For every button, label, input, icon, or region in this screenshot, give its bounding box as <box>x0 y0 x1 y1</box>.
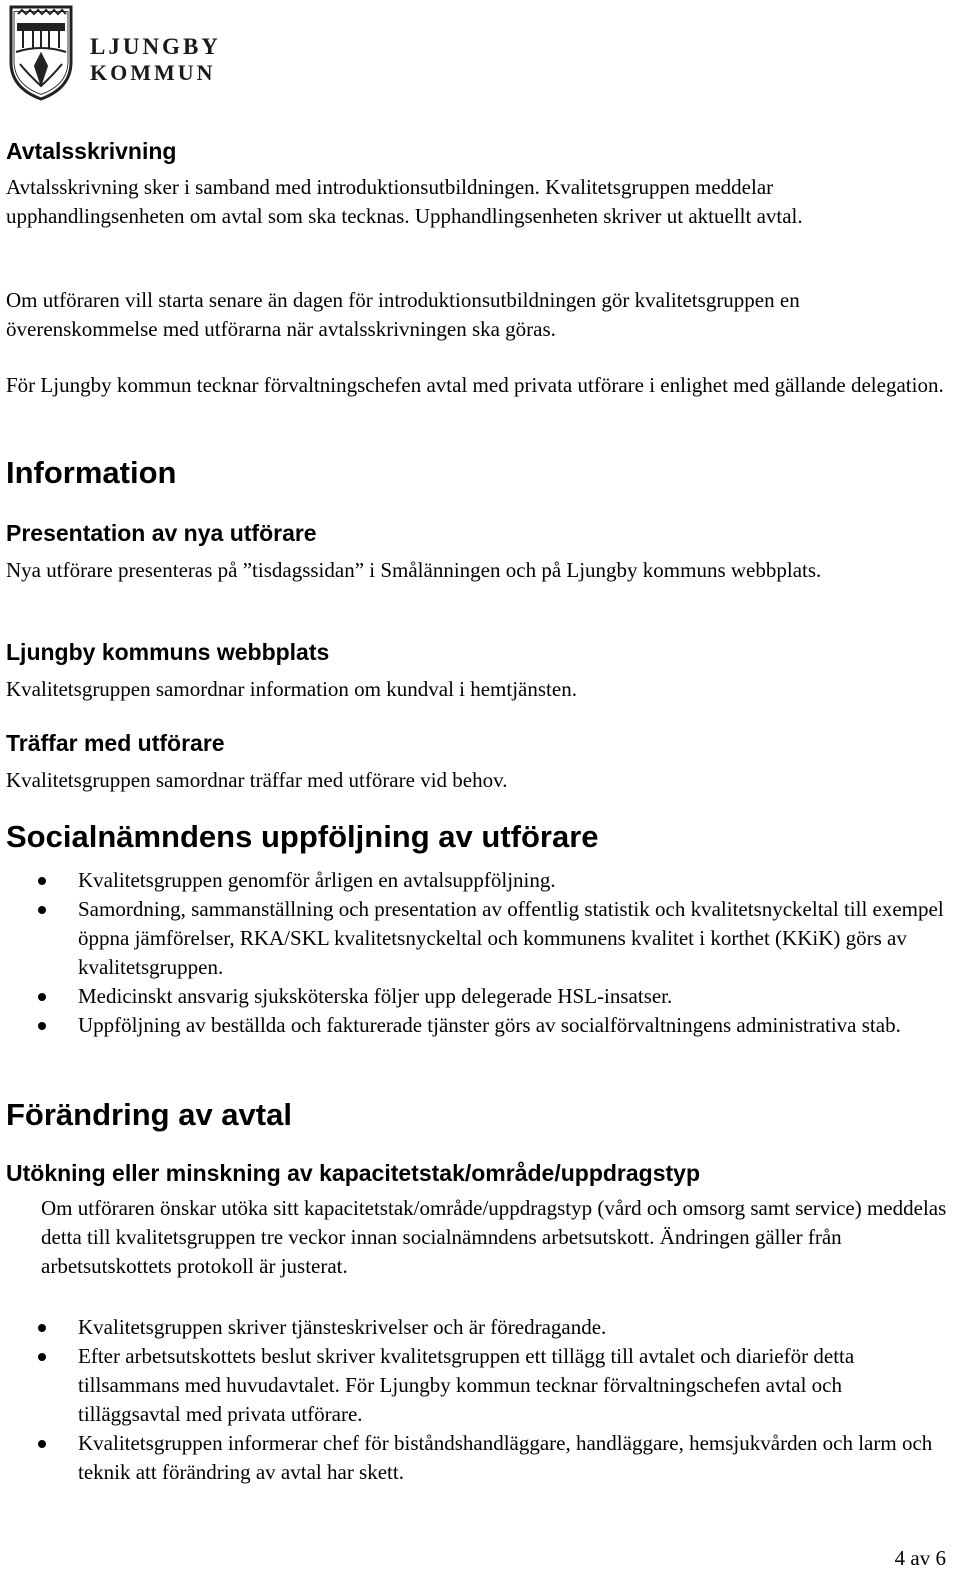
paragraph-traffar: Kvalitetsgruppen samordnar träffar med utförare vid behov. <box>6 768 508 792</box>
paragraph-webbplats: Kvalitetsgruppen samordnar information om kundval i hemtjänsten. <box>6 677 577 701</box>
subheading-utokning: Utökning eller minskning av kapacitetstak/område/uppdragstyp <box>6 1160 701 1186</box>
list-uppfoljning <box>6 866 946 1040</box>
list-item: Samordning, sammanställning och presentation av offentlig statistik och kvalitetsnyckeltal till exempel öppna jämförelser, RKA/SKL kvalitetsnyckeltal och kommunens kvalitet i korthet (KKiK) görs av kvalitetsgruppen. <box>6 895 946 982</box>
page-number: 4 av 6 <box>894 1546 946 1570</box>
paragraph-avtalsskrivning-3: För Ljungby kommun tecknar förvaltningschefen avtal med privata utförare i enlighet med gällande delegation. <box>6 373 944 397</box>
list-item: Efter arbetsutskottets beslut skriver kvalitetsgruppen ett tillägg till avtalet och diarieför detta tillsammans med huvudavtalet. För Ljungby kommun tecknar förvaltningschefen avtal och tilläggsavtal med privata utförare. <box>6 1342 946 1429</box>
heading-uppfoljning: Socialnämndens uppföljning av utförare <box>6 819 599 854</box>
ljungby-kommun-logo <box>8 4 221 102</box>
list-forandring <box>6 1313 946 1487</box>
logo-text-kommun: KOMMUN <box>90 60 216 85</box>
paragraph-avtalsskrivning-2: Om utföraren vill starta senare än dagen för introduktionsutbildningen gör kvalitetsgruppen en överenskommelse med utförarna när avtalsskrivningen ska göras. <box>6 288 800 341</box>
list-item: Kvalitetsgruppen genomför årligen en avtalsuppföljning. <box>6 866 946 895</box>
paragraph-utokning: Om utföraren önskar utöka sitt kapacitetstak/område/uppdragstyp (vård och omsorg samt service) meddelas detta till kvalitetsgruppen tre veckor innan socialnämndens arbetsutskott. Ändringen gäller från arbetsutskottets protokoll är justerat. <box>41 1196 947 1278</box>
paragraph-presentation: Nya utförare presenteras på ”tisdagssidan” i Smålänningen och på Ljungby kommuns webbplats. <box>6 558 822 582</box>
subheading-traffar: Träffar med utförare <box>6 730 225 756</box>
list-item: Medicinskt ansvarig sjuksköterska följer upp delegerade HSL-insatser. <box>6 982 946 1011</box>
paragraph-avtalsskrivning-1: Avtalsskrivning sker i samband med introduktionsutbildningen. Kvalitetsgruppen meddelar upphandlingsenheten om avtal som ska tecknas. Upphandlingsenheten skriver ut aktuellt avtal. <box>6 175 803 228</box>
list-item: Kvalitetsgruppen skriver tjänsteskrivelser och är föredragande. <box>6 1313 946 1342</box>
logo-text-ljungby: LJUNGBY <box>90 34 221 59</box>
coat-of-arms-icon <box>8 4 74 102</box>
heading-forandring: Förändring av avtal <box>6 1097 292 1132</box>
subheading-presentation: Presentation av nya utförare <box>6 520 317 546</box>
heading-avtalsskrivning: Avtalsskrivning <box>6 138 177 164</box>
list-item: Kvalitetsgruppen informerar chef för biståndshandläggare, handläggare, hemsjukvården och larm och teknik att förändring av avtal har skett. <box>6 1429 946 1487</box>
list-item: Uppföljning av beställda och fakturerade tjänster görs av socialförvaltningens administrativa stab. <box>6 1011 946 1040</box>
subheading-webbplats: Ljungby kommuns webbplats <box>6 639 330 665</box>
heading-information: Information <box>6 455 177 490</box>
